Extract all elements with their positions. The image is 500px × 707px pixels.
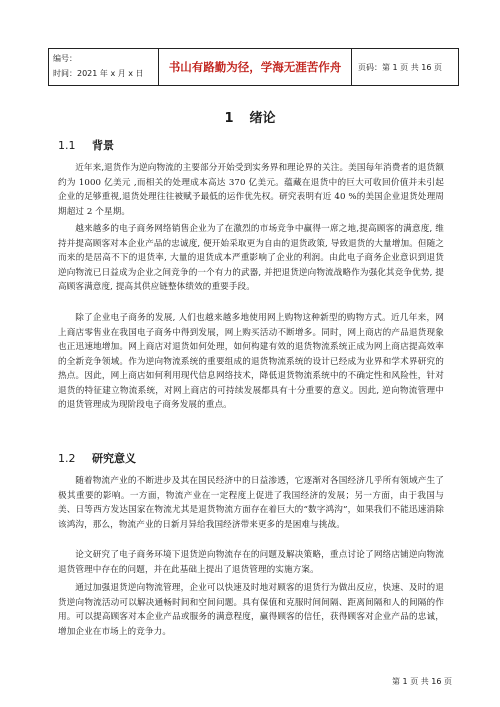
paragraph: 随着物流产业的不断进步及其在国民经济中的日益渗透，它逐渐对各国经济几乎所有领域产生了极其重要的影响。一方面，物流产业在一定程度上促进了我国经济的发展；另一方面，由于我国与美、日等西方发达国家在物流尤其是退货物流方面存在着巨大的“数字鸿沟”，如果我们不能迅速消除该鸿沟，那么，物流产业的日新月异给我国经济带来更多的是困难与挑战。 [58, 476, 444, 530]
document-header [48, 48, 459, 86]
section-heading-significance [58, 450, 136, 466]
page-footer: 第 1 页 共 16 页 [392, 677, 452, 686]
section-number: 1.2 [58, 452, 76, 465]
section-title: 背景 [92, 139, 114, 152]
paragraph: 除了企业电子商务的发展, 人们也越来越多地使用网上购物这种新型的购物方式。近几年来，网上商店零售业在我国电子商务中得到发展，网上购买活动不断增多。同时，网上商店的产品退货现象也正迅速地增加。网上商店对退货如何处理，如何构建有效的退货物流系统正成为网上商店提高效率的全新竞争领域。作为逆向物流系统的重要组成的退货物流系统的设计已经成为业界和学术界研究的热点。因此，网上商店如何利用现代信息网络技术，降低退货物流系统中的不确定性和风险性，针对退货的特征建立物流系统，对网上商店的可持续发展都具有十分重要的意义。因此, 逆向物流管理中的退货管理成为现阶段电子商务发展的重点。 [58, 313, 444, 410]
time-label: 时间：2021 年 x 月 x 日 [53, 69, 144, 78]
header-left-cell [49, 49, 159, 85]
number-label: 编号： [53, 54, 77, 63]
paragraph: 近年来,退货作为逆向物流的主要部分开始受到实务界和理论界的关注。美国每年消费者的退货额约为 1000 亿美元 ,而相关的处理成本高达 370 亿美元。蕴藏在退货中的巨大可收回价值并未引起企业的足够重视,退货处理往往被赋予最低的运作优先权。研究表明有近 40 %的美国企业退货处理周期超过 2 个星期。 [58, 163, 444, 217]
chapter-number: 1 [224, 111, 234, 126]
paragraph: 论文研究了电子商务环境下退货逆向物流存在的问题及解决策略，重点讨论了网络店铺逆向物流退货管理中存在的问题，并在此基础上提出了退货管理的实施方案。 [58, 550, 444, 575]
chapter-title [0, 107, 500, 126]
chapter-title-text: 绪论 [249, 111, 276, 126]
header-motto: 书山有路勤为径，学海无涯苦作舟 [159, 49, 352, 85]
header-page-info: 页码：第 1 页 共 16 页 [358, 62, 442, 72]
section-number: 1.1 [58, 139, 76, 152]
section-title: 研究意义 [92, 452, 136, 465]
paragraph: 越来越多的电子商务网络销售企业为了在激烈的市场竞争中赢得一席之地,提高顾客的满意度, 维持并提高顾客对本企业产品的忠诚度, 便开始采取更为自由的退货政策, 导致退货的大量增加。但随之而来的是居高不下的退货率, 大量的退货成本严重影响了企业的利润。由此电子商务企业意识到退货逆向物流已日益成为企业之间竞争的一个有力的武器, 并把退货逆向物流战略作为强化其竞争优势, 提高顾客满意度, 提高其供应链整体绩效的重要手段。 [58, 224, 444, 292]
paragraph: 通过加强退货逆向物流管理，企业可以快速及时地对顾客的退货行为做出反应，快速、及时的退货逆向物流活动可以解决通畅时间和空间问题。具有保值和克服时间间隔、距离间隔和人的间隔的作用。可以提高顾客对本企业产品或服务的满意程度，赢得顾客的信任，获得顾客对企业产品的忠诚，增加企业在市场上的竞争力。 [58, 583, 444, 637]
section-heading-background [58, 137, 114, 153]
